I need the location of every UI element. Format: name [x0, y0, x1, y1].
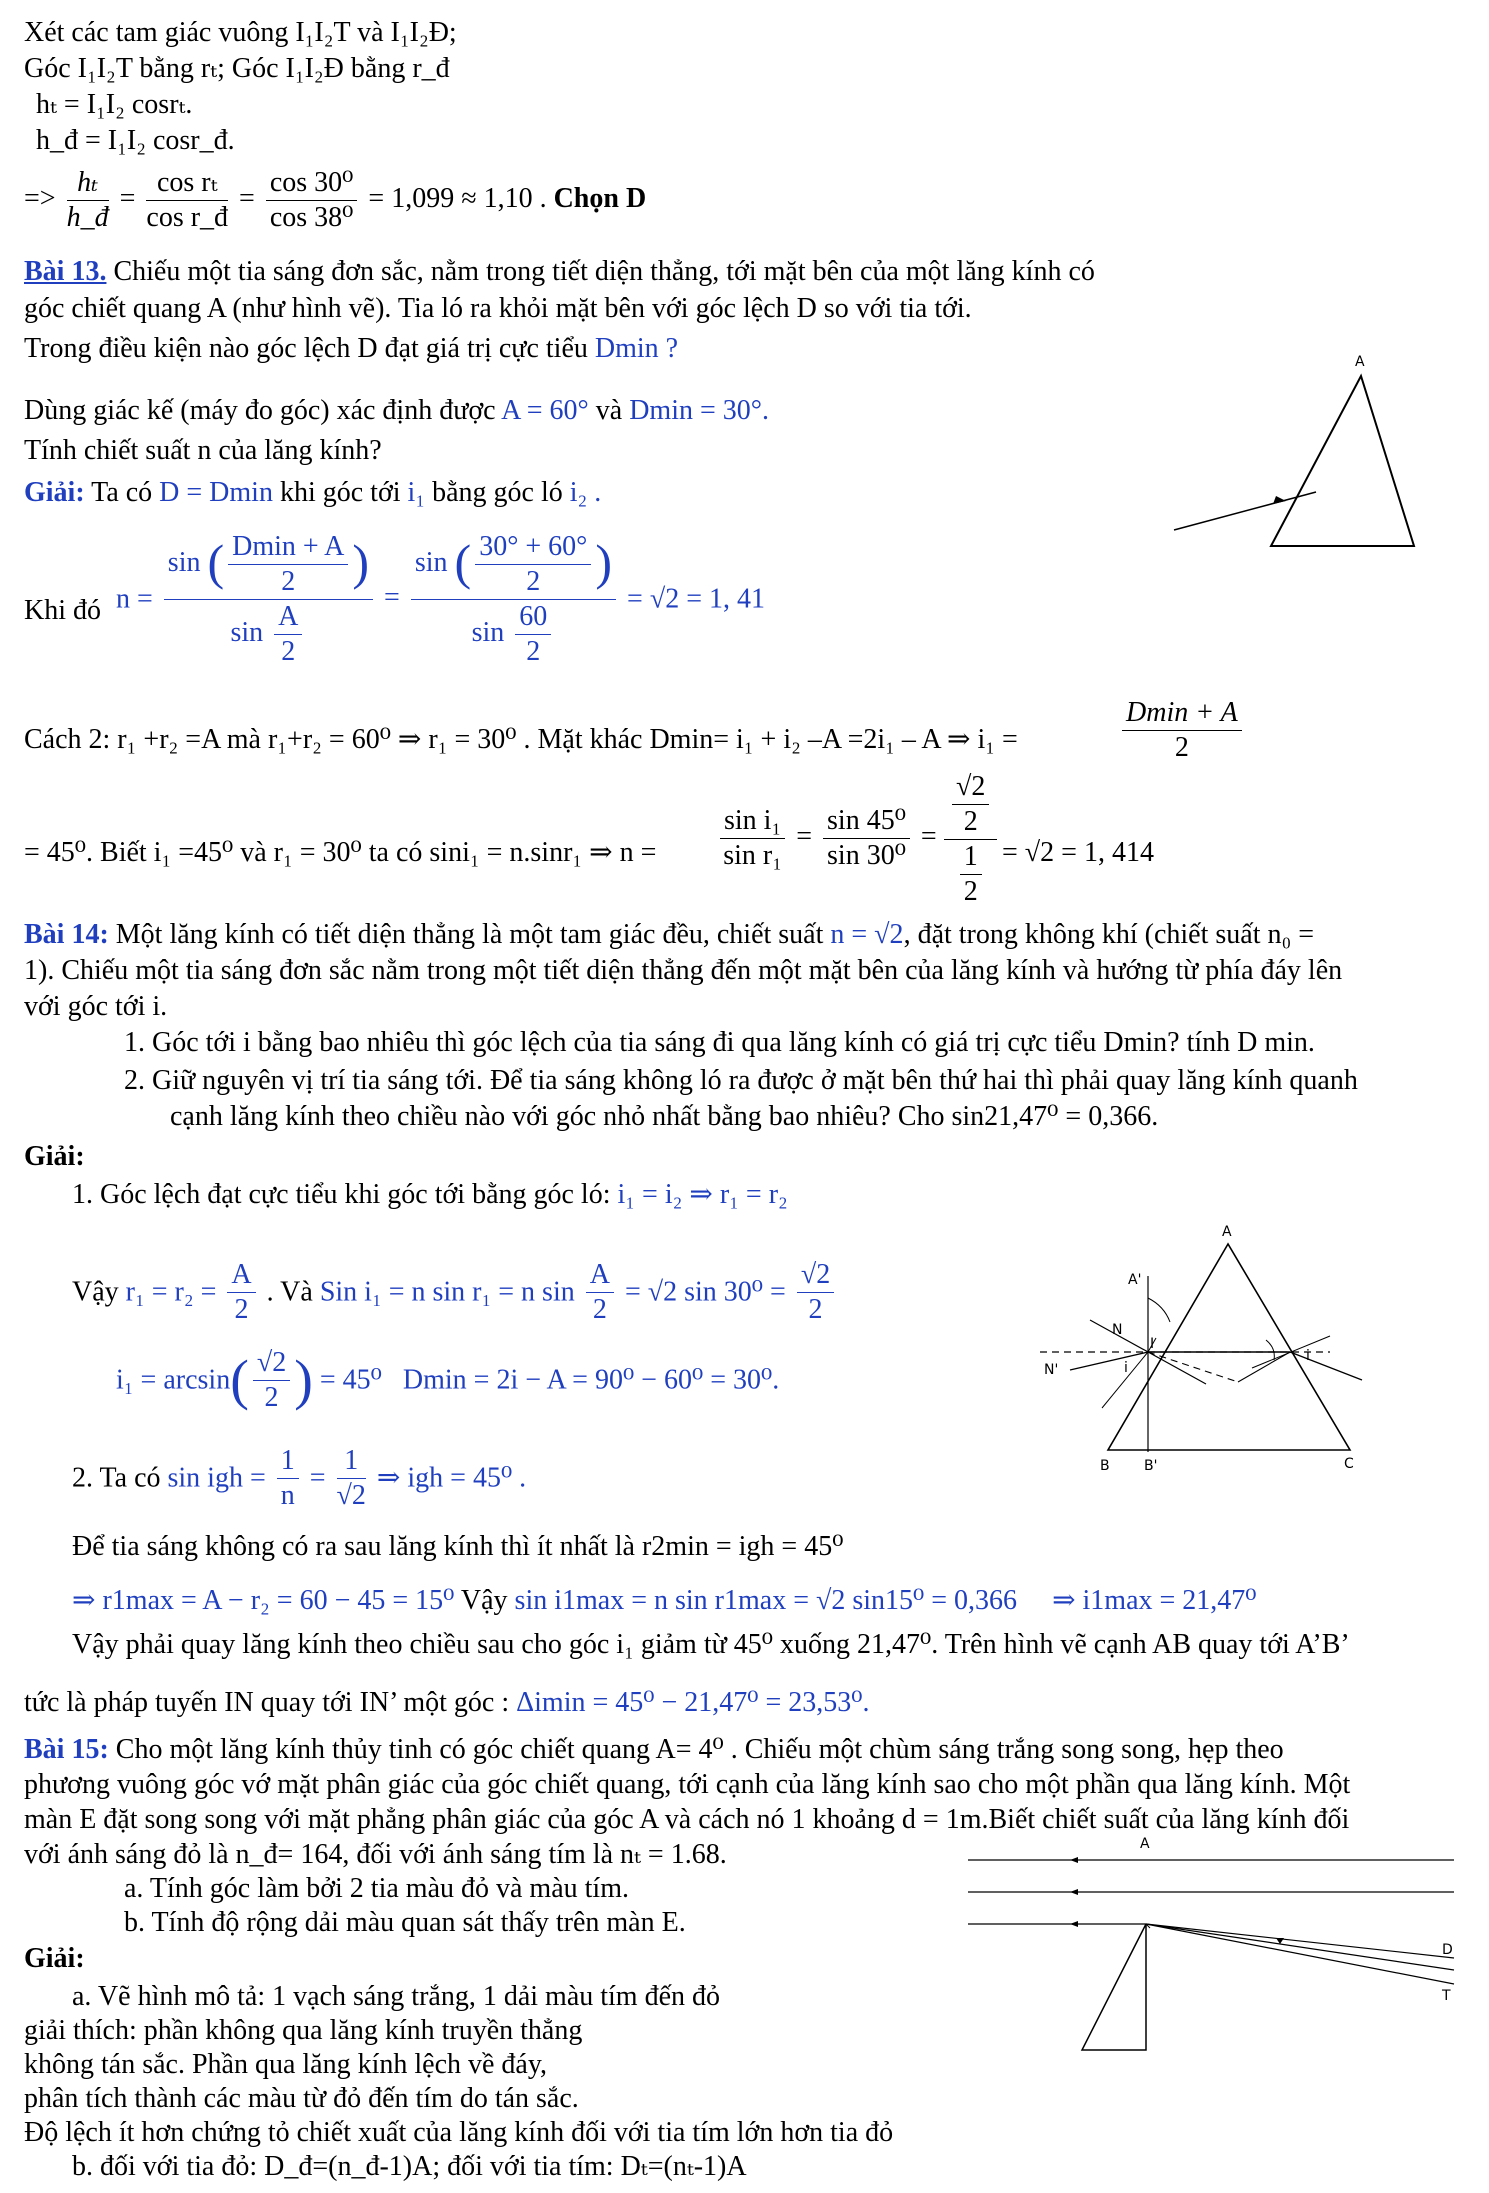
fig-label-a: A: [1222, 1224, 1232, 1240]
bai15-solution-label: Giải:: [24, 1943, 85, 1974]
bai15-solution-2: giải thích: phần không qua lăng kính truyền thẳng: [24, 2015, 583, 2046]
arrow-icon: [1070, 1921, 1078, 1927]
fig-label-b: B: [1100, 1458, 1110, 1474]
thin-prism: [1082, 1924, 1146, 2050]
bai15-solution-6: b. đối với tia đỏ: D_đ=(n_đ-1)A; đối với tia tím: Dₜ=(nₜ-1)A: [72, 2151, 747, 2182]
bai14-vay-line: Vậy r₁ = r₂ = $\frac{A}{2}$ . Và Sin i₁ = n sin r₁ = n sin $\frac{A}{2}$ = √2 sin 30⁰ = $\frac{√2}{2}$: [72, 1258, 838, 1327]
arrow-icon: [1070, 1857, 1078, 1863]
fig-label-i-point: I: [1150, 1336, 1155, 1352]
fig-label-t: T: [1442, 1988, 1451, 2004]
bai15-question-a: a. Tính góc làm bởi 2 tia màu đỏ và màu tím.: [124, 1873, 629, 1904]
cach2-line-2: = 45⁰. Biết i₁ =45⁰ và r₁ = 30⁰ ta có sini₁ = n.sinr₁ ⇒ n =: [24, 837, 657, 868]
bai13-para-1: Bài 13. Chiếu một tia sáng đơn sắc, nằm trong tiết diện thẳng, tới mặt bên của một lăng kính có: [24, 256, 1095, 287]
prism-triangle: [1108, 1244, 1350, 1450]
bai15-solution-1: a. Vẽ hình mô tả: 1 vạch sáng trắng, 1 dải màu tím đến đỏ: [72, 1981, 721, 2012]
bai14-solution-4: ⇒ r1max = A − r₂ = 60 − 45 = 15⁰ Vậy sin i1max = n sin r1max = √2 sin15⁰ = 0,366 ⇒ i1max = 21,47⁰: [72, 1585, 1257, 1616]
bai15-para-3: màn E đặt song song với mặt phẳng phân giác của góc A và cách nó 1 khoảng d = 1m.Biết chiết suất của lăng kính đối: [24, 1804, 1350, 1835]
bai15-prism-figure: [960, 1822, 1460, 2062]
bai13-solution-line: Giải: Ta có D = Dmin khi góc tới i₁ bằng góc ló i₂ .: [24, 477, 602, 508]
bai14-title: Bài 14:: [24, 919, 109, 950]
bai14-question-2a: 2. Giữ nguyên vị trí tia sáng tới. Để tia sáng không ló ra được ở mặt bên thứ hai thì phải quay lăng kính quanh: [124, 1065, 1358, 1096]
incident-ray: [1174, 492, 1316, 530]
figure-label-a: A: [1355, 354, 1365, 370]
bai14-para-1: Bài 14: Một lăng kính có tiết diện thẳng là một tam giác đều, chiết suất n = √2, đặt trong không khí (chiết suất n₀ =: [24, 919, 1315, 950]
bai14-i1-equation: i₁ = arcsin( $\frac{√2}{2}$ ) = 45⁰ Dmin = 2i − A = 90⁰ − 60⁰ = 30⁰.: [116, 1347, 780, 1413]
bai13-para-4: Dùng giác kế (máy đo góc) xác định được A = 60° và Dmin = 30°.: [24, 395, 769, 426]
bai15-question-b: b. Tính độ rộng dải màu quan sát thấy trên màn E.: [124, 1907, 686, 1938]
mid-ray: [1146, 1924, 1454, 1970]
cach2-snell-fraction: $\frac{\text{sin i₁}}{\text{sin r₁}}$ = $\frac{\text{sin 45⁰}}{\text{sin 30⁰}}$ =: [716, 804, 937, 873]
prism-triangle: [1271, 376, 1414, 546]
intro-line-3: hₜ = I₁I₂ cosrₜ.: [36, 89, 193, 120]
intro-line-4: h_đ = I₁I₂ cosr_đ.: [36, 125, 235, 156]
cach2-line-1: Cách 2: r₁ +r₂ =A mà r₁+r₂ = 60⁰ ⇒ r₁ = 30⁰ . Mặt khác Dmin= i₁ + i₂ –A =2i₁ – A ⇒ i₁ =: [24, 724, 1018, 755]
bai14-para-3: với góc tới i.: [24, 991, 168, 1022]
bai14-question-2b: cạnh lăng kính theo chiều nào với góc nhỏ nhất bằng bao nhiêu? Cho sin21,47⁰ = 0,366.: [170, 1101, 1159, 1132]
bai14-question-1: 1. Góc tới i bằng bao nhiêu thì góc lệch của tia sáng đi qua lăng kính có giá trị cực tiểu Dmin? tính D min.: [124, 1027, 1315, 1058]
bai14-solution-6: tức là pháp tuyến IN quay tới IN’ một góc : Δimin = 45⁰ − 21,47⁰ = 23,53⁰.: [24, 1687, 870, 1718]
fig-label-a-prime: A': [1128, 1272, 1142, 1288]
khi-do-label: Khi đó: [24, 595, 101, 626]
bai14-solution-label: Giải:: [24, 1141, 85, 1172]
bai13-para-3: Trong điều kiện nào góc lệch D đạt giá trị cực tiểu Dmin ?: [24, 333, 679, 364]
bai15-para-2: phương vuông góc vớ mặt phân giác của góc chiết quang, tới cạnh của lăng kính sao cho một phần qua lăng kính. Một: [24, 1769, 1351, 1800]
bai13-para-5: Tính chiết suất n của lăng kính?: [24, 435, 382, 466]
answer-choice: Chọn D: [553, 182, 647, 214]
fig-label-d: D: [1442, 1942, 1453, 1958]
intro-line-2: Góc I₁I₂T bằng rₜ; Góc I₁I₂Đ bằng r_đ: [24, 53, 450, 84]
refractive-index-formula: n = sin ( $\frac{Dmin + A}{2}$ ) sin $\frac{A}{2}$ = sin ( $\frac{30^\circ + 60^\circ}{2}$ ) sin $\frac{60}{2}$ = √2 = 1, 41: [116, 531, 765, 667]
bai13-title: Bài 13.: [24, 256, 107, 287]
bai15-solution-3: không tán sắc. Phần qua lăng kính lệch về đáy,: [24, 2049, 548, 2080]
incident-ray: [1070, 1352, 1148, 1370]
bai15-para-4: với ánh sáng đỏ là n_đ= 164, đối với ánh sáng tím là nₜ = 1.68.: [24, 1839, 727, 1870]
fig-label-i-angle: i: [1124, 1360, 1128, 1376]
bai15-solution-4: phân tích thành các màu từ đỏ đến tím do tán sắc.: [24, 2083, 579, 2114]
bai15-title: Bài 15:: [24, 1734, 109, 1765]
bai13-prism-figure: [1168, 344, 1428, 554]
intro-line-1: Xét các tam giác vuông I₁I₂T và I₁I₂Đ;: [24, 17, 457, 48]
fig-label-n: N: [1112, 1322, 1123, 1338]
bai14-para-2: 1). Chiếu một tia sáng đơn sắc nằm trong một tiết diện thẳng đến một mặt bên của lăng kính và hướng từ phía đáy lên: [24, 955, 1343, 986]
intro-ratio-equation: => $\frac{\text{hₜ}}{h\_đ}$ = $\frac{\text{cos rₜ}}{\text{cos r\_đ}}$ = $\frac{\text{cos 30⁰}}{\text{cos 38⁰}}$ = 1,099 ≈ 1,10 . Chọn D: [24, 167, 647, 233]
bai15-solution-5: Độ lệch ít hơn chứng tỏ chiết xuất của lăng kính đối với tia tím lớn hơn tia đỏ: [24, 2117, 894, 2148]
bai14-prism-figure: [1030, 1220, 1370, 1480]
arrow-icon: [1070, 1889, 1078, 1895]
fig-label-n-prime: N': [1044, 1362, 1059, 1378]
cach2-result: = √2 = 1, 414: [1002, 837, 1154, 868]
fig-label-c: C: [1344, 1456, 1354, 1472]
red-ray: [1146, 1924, 1454, 1958]
fig-label-a: A: [1140, 1836, 1150, 1852]
bai15-para-1: Bài 15: Cho một lăng kính thủy tinh có góc chiết quang A= 4⁰ . Chiếu một chùm sáng trắng song song, hẹp theo: [24, 1734, 1284, 1765]
bai13-para-2: góc chiết quang A (như hình vẽ). Tia ló ra khỏi mặt bên với góc lệch D so với tia tới.: [24, 293, 972, 324]
cach2-compound-fraction: $\frac{\frac{√2}{2}}{\frac{1}{2}}$: [940, 770, 1001, 909]
cach2-fraction: $\frac{Dmin + A}{2}$: [1118, 696, 1246, 765]
fig-label-i-angle-2: i: [1306, 1348, 1310, 1364]
fig-label-b-prime: B': [1144, 1458, 1158, 1474]
bai14-solution-2: 2. Ta có sin igh = $\frac{1}{n}$ = $\frac{1}{√2}$ ⇒ igh = 45⁰ .: [72, 1445, 527, 1511]
bai14-solution-1: 1. Góc lệch đạt cực tiểu khi góc tới bằng góc ló: i₁ = i₂ ⇒ r₁ = r₂: [72, 1179, 788, 1210]
bai14-solution-5: Vậy phải quay lăng kính theo chiều sau cho góc i₁ giảm từ 45⁰ xuống 21,47⁰. Trên hình vẽ cạnh AB quay tới A’B’: [72, 1629, 1350, 1660]
bai14-solution-3: Để tia sáng không có ra sau lăng kính thì ít nhất là r2min = igh = 45⁰: [72, 1531, 844, 1562]
violet-ray: [1146, 1924, 1454, 1984]
